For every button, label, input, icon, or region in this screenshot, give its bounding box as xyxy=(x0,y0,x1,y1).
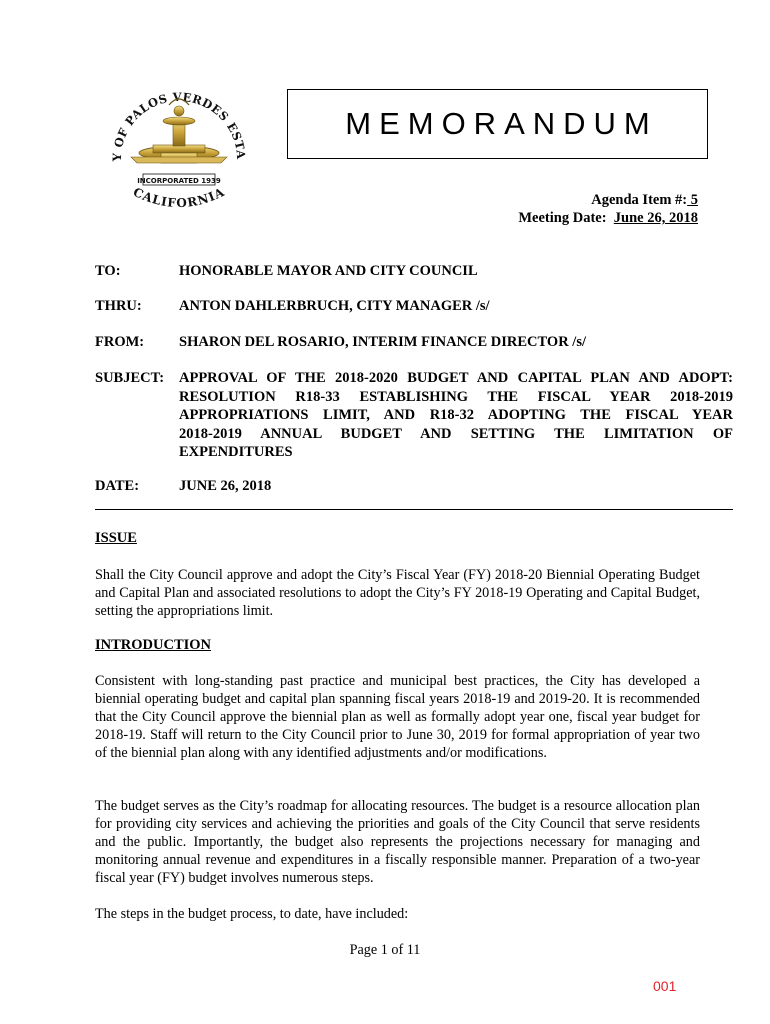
date-row xyxy=(95,477,733,496)
date-label: DATE: xyxy=(95,478,140,494)
meeting-date-value: June 26, 2018 xyxy=(613,210,698,226)
seal-state-text: CALIFORNIA xyxy=(130,184,228,211)
introduction-paragraph-1: Consistent with long-standing past practice and municipal best practices, the City has developed a biennial operating budget and capital plan spanning fiscal years 2018-19 and 2019-20. It is recommended that the City Council approve the biennial plan as well as formally adopt year one, fiscal year budget for 2018-19. Staff will return to the City Council prior to June 30, 2019 for formal appropriation of year two of the biennial plan along with any identified adjustments and/or modifications. xyxy=(95,673,700,761)
seal-incorporated-text: INCORPORATED 1939 xyxy=(137,177,221,185)
thru-label: THRU: xyxy=(95,298,142,314)
from-row xyxy=(95,333,733,352)
budget-steps-intro: The steps in the budget process, to date, have included: xyxy=(95,906,409,922)
agenda-item-label: Agenda Item #: xyxy=(591,192,688,208)
introduction-heading: INTRODUCTION xyxy=(95,637,212,653)
thru-value: ANTON DAHLERBRUCH, CITY MANAGER /s/ xyxy=(179,298,490,314)
agenda-item-line xyxy=(591,192,698,209)
issue-heading: ISSUE xyxy=(95,530,137,546)
subject-line: RESOLUTION R18-33 ESTABLISHING THE FISCAL YEAR 2018-2019 xyxy=(179,388,733,405)
page-number-stamp: 001 xyxy=(653,978,677,994)
svg-text:CALIFORNIA xyxy=(131,185,227,210)
from-label: FROM: xyxy=(95,334,145,350)
issue-paragraph: Shall the City Council approve and adopt the City’s Fiscal Year (FY) 2018-20 Biennial Operating Budget and Capital Plan and associated resolutions to adopt the City’s FY 2018-19 Operating and Capital Budget, setting the appropriations limit. xyxy=(95,567,700,619)
memorandum-title-box xyxy=(287,89,708,159)
subject-label: SUBJECT: xyxy=(95,370,165,386)
to-label: TO: xyxy=(95,263,121,279)
header-divider xyxy=(95,509,733,510)
thru-row xyxy=(95,297,733,316)
subject-line: EXPENDITURES xyxy=(179,444,293,460)
city-seal-logo xyxy=(103,79,255,224)
meeting-date-line xyxy=(518,210,698,227)
from-value: SHARON DEL ROSARIO, INTERIM FINANCE DIRECTOR /s/ xyxy=(179,334,587,350)
date-value: JUNE 26, 2018 xyxy=(179,478,272,494)
subject-line: APPROPRIATIONS LIMIT, AND R18-32 ADOPTING THE FISCAL YEAR xyxy=(179,407,733,423)
to-value: HONORABLE MAYOR AND CITY COUNCIL xyxy=(179,263,478,279)
page-footer: Page 1 of 11 xyxy=(349,942,421,958)
seal-arc-text: Y OF PALOS VERDES ESTA xyxy=(109,89,249,162)
meeting-date-label: Meeting Date: xyxy=(518,210,607,226)
subject-row xyxy=(95,369,733,462)
agenda-item-value: 5 xyxy=(687,192,698,208)
subject-line: 2018-2019 ANNUAL BUDGET AND SETTING THE LIMITATION OF xyxy=(179,425,733,442)
introduction-paragraph-2: The budget serves as the City’s roadmap for allocating resources. The budget is a resource allocation plan for providing city services and achieving the priorities and goals of the City Council that serve residents and the public. Importantly, the budget also represents the projections necessary for managing and monitoring annual revenue and expenditures in a fiscally responsible manner. Preparation of a two-year fiscal year (FY) budget involves numerous steps. xyxy=(95,798,700,886)
to-row xyxy=(95,262,733,281)
memorandum-title: MEMORANDUM xyxy=(345,106,658,141)
subject-line: APPROVAL OF THE 2018-2020 BUDGET AND CAPITAL PLAN AND ADOPT: xyxy=(179,370,733,386)
